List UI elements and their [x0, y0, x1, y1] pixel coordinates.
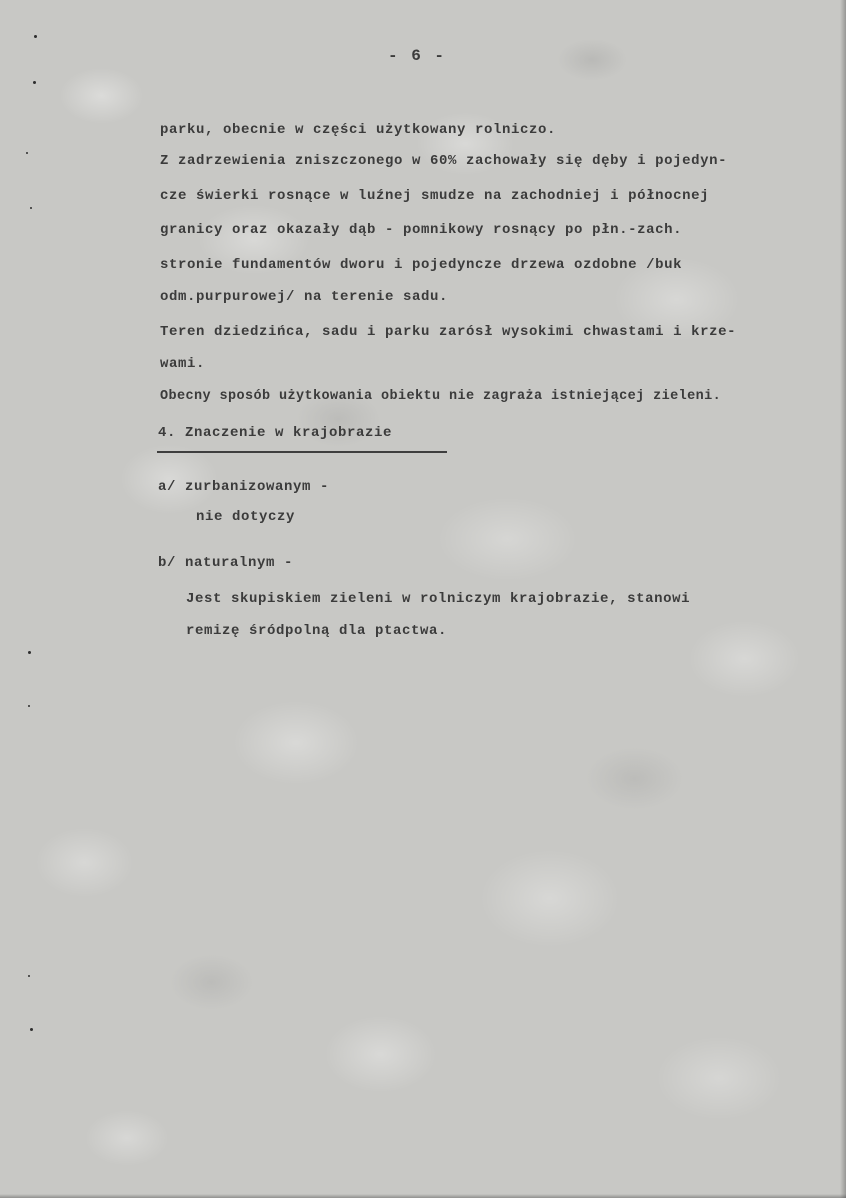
paragraph-line: Z zadrzewienia zniszczonego w 60% zachowały się dęby i pojedyn- — [160, 153, 728, 169]
item-b-line: remizę śródpolną dla ptactwa. — [186, 623, 448, 639]
page-bottom-shadow — [0, 1194, 846, 1198]
scan-speck — [28, 975, 30, 977]
scan-speck — [30, 207, 32, 209]
scan-speck — [28, 705, 30, 707]
paragraph-line: Obecny sposób użytkowania obiektu nie zagraża istniejącej zieleni. — [160, 389, 722, 404]
item-a-text: nie dotyczy — [196, 509, 296, 525]
item-a-label: a/ zurbanizowanym - — [158, 479, 330, 495]
section-heading: 4. Znaczenie w krajobrazie — [158, 425, 393, 441]
page-number: - 6 - — [388, 47, 447, 65]
paragraph-line: stronie fundamentów dworu i pojedyncze drzewa ozdobne /buk — [160, 257, 683, 273]
paragraph-line: granicy oraz okazały dąb - pomnikowy rosnący po płn.-zach. — [160, 222, 683, 238]
scan-speck — [28, 651, 31, 654]
paragraph-line: wami. — [160, 356, 206, 372]
scan-speck — [33, 81, 36, 84]
item-b-line: Jest skupiskiem zieleni w rolniczym krajobrazie, stanowi — [186, 591, 691, 607]
page-edge-shadow — [840, 0, 846, 1198]
paragraph-line: cze świerki rosnące w luźnej smudze na zachodniej i północnej — [160, 188, 710, 204]
item-b-label: b/ naturalnym - — [158, 555, 294, 571]
paragraph-line: odm.purpurowej/ na terenie sadu. — [160, 289, 449, 305]
scan-speck — [34, 35, 37, 38]
heading-underline — [157, 451, 447, 453]
paragraph-line: Teren dziedzińca, sadu i parku zarósł wysokimi chwastami i krze- — [160, 324, 737, 340]
scan-speck — [26, 152, 28, 154]
paragraph-line: parku, obecnie w części użytkowany rolniczo. — [160, 122, 557, 138]
scan-speck — [30, 1028, 33, 1031]
